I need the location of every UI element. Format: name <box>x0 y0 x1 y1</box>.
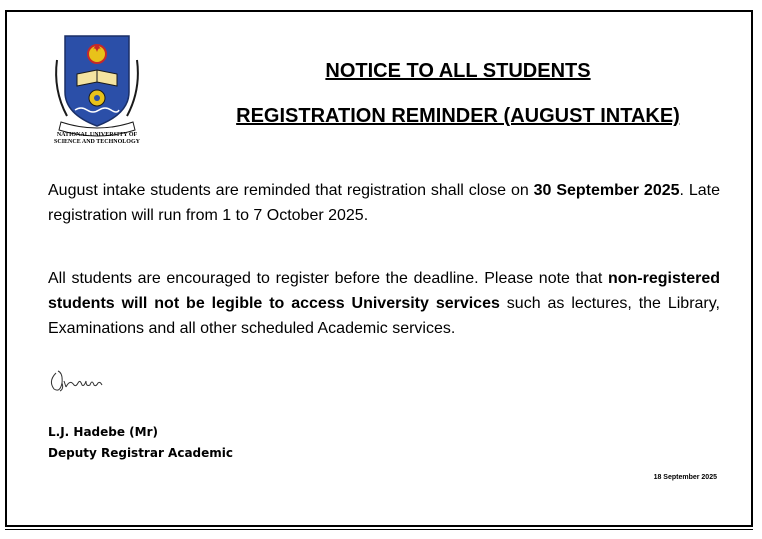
paragraph1-text-b: . Late registration will run from 1 to 7 October 2025. <box>48 182 720 224</box>
paragraph-registration-close <box>48 178 720 228</box>
university-name <box>44 132 150 146</box>
paragraph1-text-a: August intake students are reminded that registration shall close on <box>48 182 534 199</box>
notice-subtitle: REGISTRATION REMINDER (AUGUST INTAKE) <box>236 105 680 127</box>
paragraph2-text-a: All students are encouraged to register before the deadline. Please note that <box>48 270 608 287</box>
signatory-name: L.J. Hadebe (Mr) <box>48 425 159 439</box>
handwritten-signature <box>46 367 116 395</box>
paragraph-deadline-warning <box>48 266 720 341</box>
notice-date: 18 September 2025 <box>653 474 717 481</box>
close-date: 30 September 2025 <box>533 182 680 199</box>
paragraph2-text-b: such as lectures, the Library, Examinations and all other scheduled Academic services. <box>48 295 721 337</box>
signatory-position: Deputy Registrar Academic <box>48 446 233 460</box>
university-name-line1: NATIONAL UNIVERSITY OF <box>56 132 138 138</box>
page-border-bottom-rule <box>5 529 753 530</box>
warning-bold: non-registered students will not be legible to access University services <box>48 270 720 312</box>
notice-title: NOTICE TO ALL STUDENTS <box>325 60 591 82</box>
university-name-line2: SCIENCE AND TECHNOLOGY <box>54 139 140 145</box>
